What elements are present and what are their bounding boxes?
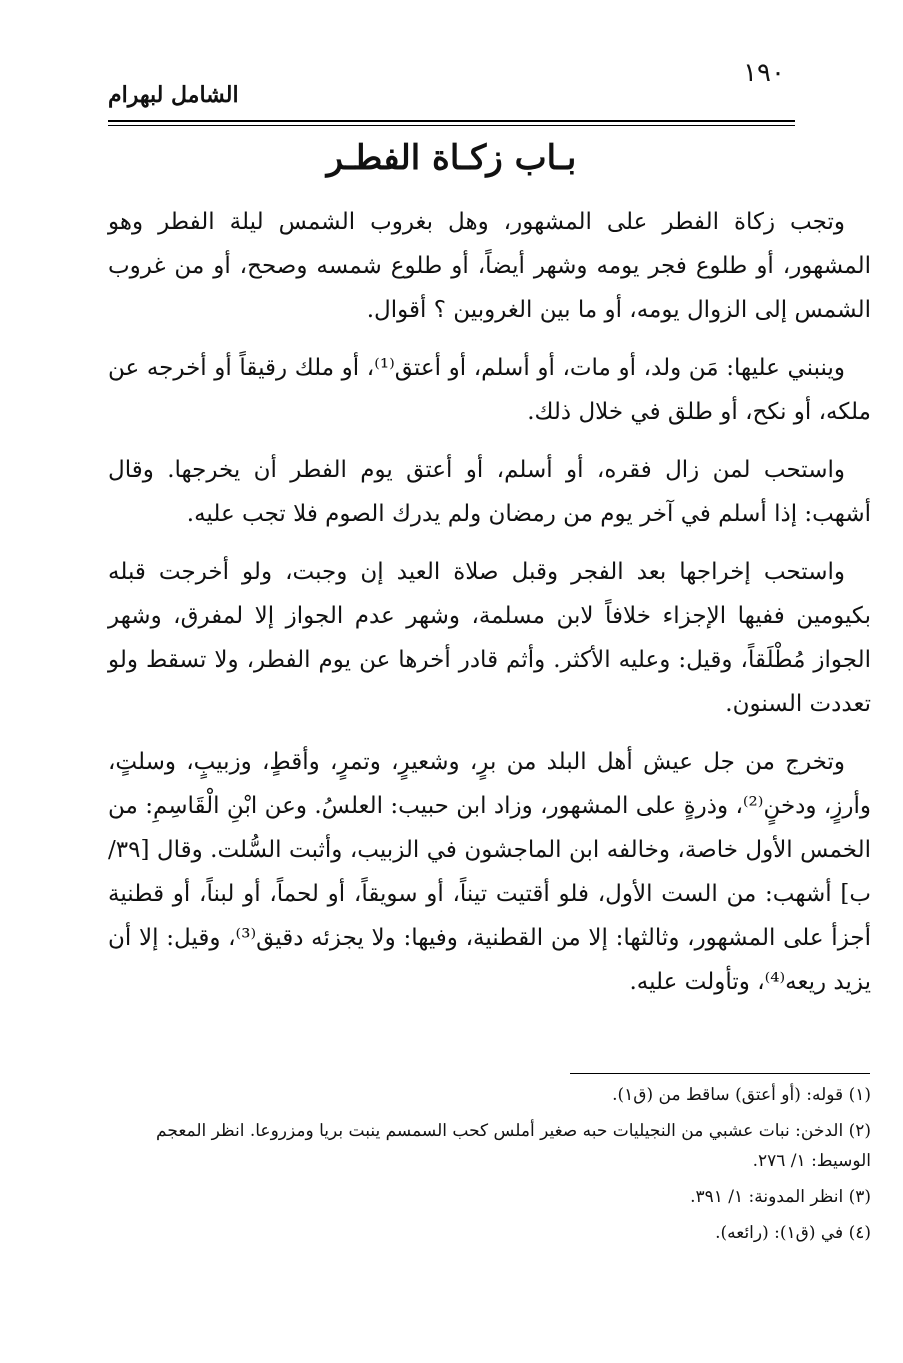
running-title: الشامل لبهرام: [108, 82, 239, 108]
paragraph: واستحب إخراجها بعد الفجر وقبل صلاة العيد إن وجبت، ولو أخرجت قبله بكيومين ففيها الإجزاء خلافاً لابن مسلمة، وشهر عدم الجواز إلا لمفرق، وشهر الجواز مُطْلَقاً، وقيل: وعليه الأكثر. وأثم قادر أخرها عن يوم الفطر، ولا تسقط ولو تعددت السنون.: [108, 559, 871, 717]
paragraph: واستحب لمن زال فقره، أو أسلم، أو أعتق يوم الفطر أن يخرجها. وقال أشهب: إذا أسلم في آخر يوم من رمضان ولم يدرك الصوم فلا تجب عليه.: [108, 457, 871, 527]
footnote: (٣) انظر المدونة: ١/ ٣٩١.: [690, 1187, 871, 1207]
page-header: [108, 52, 795, 116]
header-rule: [108, 120, 795, 126]
footnote: (٤) في (ق١): (رائعه).: [715, 1223, 871, 1243]
page-number: ١٩٠: [743, 58, 785, 88]
paragraph: وتخرج من جل عيش أهل البلد من برٍ، وشعيرٍ، وتمرٍ، وأقطٍ، وزبيبٍ، وسلتٍ، وأرزٍ، ودخنٍ⁽²⁾، وذرةٍ على المشهور، وزاد ابن حبيب: العلسُ. وعن ابْنِ الْقَاسِمِ: من الخمس الأول خاصة، وخالفه ابن الماجشون في الزبيب، وأثبت السُّلت. وقال [٣٩/ ب] أشهب: من الست الأول، فلو أقتيت تيناً، أو سويقاً، أو لحماً، أو لبناً، أو قطنية أجزأ على المشهور، وثالثها: إلا من القطنية، وفيها: ولا يجزئه دقيق⁽³⁾، وقيل: إلا أن يزيد ريعه⁽⁴⁾، وتأولت عليه.: [108, 749, 872, 995]
paragraph: وينبني عليها: مَن ولد، أو مات، أو أسلم، أو أعتق⁽¹⁾، أو ملك رقيقاً أو أخرجه عن ملكه، أو نكح، أو طلق في خلال ذلك.: [108, 355, 871, 425]
footnote: (٢) الدخن: نبات عشبي من النجيليات حبه صغير أملس كحب السمسم ينبت بريا ومزروعا. انظر المعجم الوسيط: ١/ ٢٧٦.: [156, 1121, 871, 1171]
main-text: [108, 200, 871, 1018]
footnote: (١) قوله: (أو أعتق) ساقط من (ق١).: [612, 1085, 871, 1105]
footnote-divider: [570, 1073, 870, 1074]
footnotes: [140, 1080, 871, 1254]
chapter-title: بـاب زكـاة الفطـر: [326, 138, 577, 178]
paragraph: وتجب زكاة الفطر على المشهور، وهل بغروب الشمس ليلة الفطر وهو المشهور، أو طلوع فجر يومه وشهر أيضاً، أو طلوع شمسه وصحح، أو من غروب الشمس إلى الزوال يومه، أو ما بين الغروبين ؟ أقوال.: [108, 209, 871, 323]
